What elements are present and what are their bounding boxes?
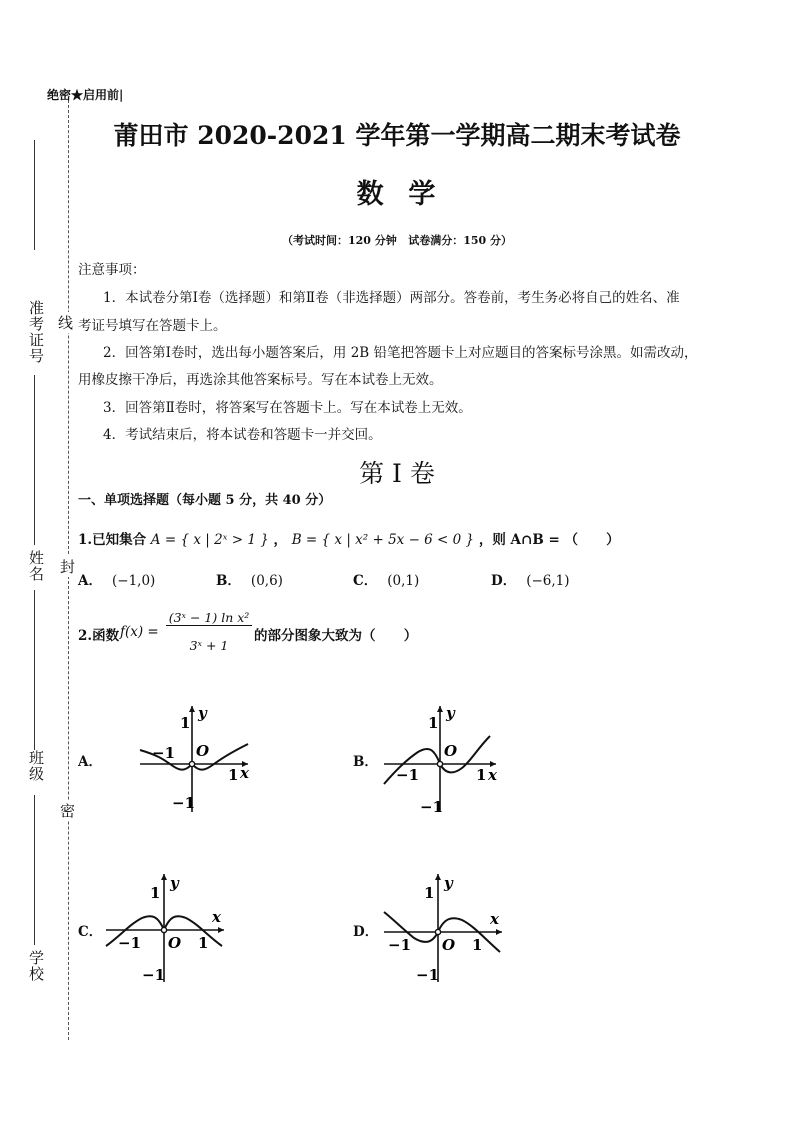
graph-c[interactable] bbox=[100, 870, 230, 990]
q1-set-b: B = { x | x² + 5x − 6 < 0 } bbox=[291, 532, 475, 548]
label-one-x: 1 bbox=[228, 766, 239, 784]
q2-func-lhs: f(x) = bbox=[120, 624, 159, 640]
graph-a[interactable] bbox=[130, 700, 260, 820]
label-neg-one-y: −1 bbox=[142, 966, 166, 984]
q1-set-a: A = { x | 2ˣ > 1 } bbox=[150, 532, 269, 548]
notice-item-3: 3．回答第Ⅱ卷时，将答案写在答题卡上。写在本试卷上无效。 bbox=[103, 400, 472, 416]
y-arrow-icon bbox=[161, 874, 167, 880]
q2-option-d[interactable]: D． bbox=[353, 924, 379, 940]
section-heading: 一、单项选择题（每小题 5 分，共 40 分） bbox=[78, 493, 332, 508]
q1-suffix: ，则 A∩B = （ ） bbox=[478, 532, 620, 548]
q1-option-c[interactable]: C． (0,1) bbox=[353, 573, 420, 589]
binding-mark-feng: 封 bbox=[60, 558, 76, 576]
field-class: 班级 bbox=[27, 750, 45, 782]
q2-suffix: 的部分图象大致为（ ） bbox=[254, 628, 418, 644]
q2-prefix: 2.函数 bbox=[78, 628, 120, 644]
q1-prefix: 1.已知集合 bbox=[78, 532, 147, 548]
label-x: x bbox=[240, 764, 249, 782]
y-arrow-icon bbox=[189, 706, 195, 712]
label-one: 1 bbox=[180, 714, 191, 732]
x-arrow-icon bbox=[496, 929, 502, 935]
field-exam-number: 准考证号 bbox=[27, 300, 45, 364]
label-origin: O bbox=[168, 934, 182, 952]
graph-d[interactable] bbox=[378, 870, 508, 990]
hole bbox=[437, 761, 442, 766]
q2-option-c[interactable]: C． bbox=[78, 924, 103, 940]
label-y: y bbox=[446, 704, 455, 722]
notice-item-2-cont: 用橡皮擦干净后，再选涂其他答案标号。写在本试卷上无效。 bbox=[78, 372, 443, 388]
binding-mark-mi: 密 bbox=[60, 802, 76, 820]
field-school: 学校 bbox=[27, 950, 45, 982]
label-x: x bbox=[212, 908, 221, 926]
label-y: y bbox=[198, 704, 207, 722]
label-one-x: 1 bbox=[472, 936, 483, 954]
label-one: 1 bbox=[150, 884, 161, 902]
q2-denominator: 3ˣ + 1 bbox=[189, 638, 229, 653]
q2-option-a[interactable]: A． bbox=[78, 754, 102, 770]
x-arrow-icon bbox=[218, 927, 224, 933]
label-one-x: 1 bbox=[476, 766, 487, 784]
label-y: y bbox=[444, 874, 453, 892]
label-neg-one-x: −1 bbox=[152, 744, 176, 762]
binding-line-segment bbox=[34, 590, 35, 750]
exam-time-info: （考试时间：120 分钟 试卷满分：150 分） bbox=[281, 234, 513, 247]
q2-option-b[interactable]: B． bbox=[353, 754, 378, 770]
label-neg-one-x: −1 bbox=[396, 766, 420, 784]
graph-b[interactable] bbox=[378, 700, 508, 820]
binding-line-segment bbox=[34, 795, 35, 945]
label-x: x bbox=[490, 910, 499, 928]
y-arrow-icon bbox=[437, 706, 443, 712]
notice-item-2: 2．回答第Ⅰ卷时，选出每小题答案后，用 2B 铅笔把答题卡上对应题目的答案标号涂黑。如需改动， bbox=[103, 345, 698, 361]
q1-sep: ， bbox=[273, 532, 288, 548]
label-origin: O bbox=[444, 742, 458, 760]
hole bbox=[161, 927, 166, 932]
q1-option-b[interactable]: B． (0,6) bbox=[216, 573, 283, 589]
exam-title: 莆田市 2020-2021 学年第一学期高二期末考试卷 bbox=[113, 121, 681, 150]
notice-item-1: 1．本试卷分第Ⅰ卷（选择题）和第Ⅱ卷（非选择题）两部分。答卷前，考生务必将自己的姓名、准 bbox=[103, 290, 680, 306]
label-one: 1 bbox=[428, 714, 439, 732]
notice-heading: 注意事项： bbox=[78, 262, 146, 278]
q1-option-d[interactable]: D． (−6,1) bbox=[491, 573, 570, 589]
label-one: 1 bbox=[424, 884, 435, 902]
hole bbox=[435, 929, 440, 934]
field-name: 姓名 bbox=[27, 550, 45, 582]
notice-item-1-cont: 考证号填写在答题卡上。 bbox=[78, 318, 227, 334]
label-origin: O bbox=[196, 742, 210, 760]
binding-mark-xian: 线 bbox=[58, 314, 74, 332]
label-neg-one-x: −1 bbox=[118, 934, 142, 952]
label-neg-one-y: −1 bbox=[416, 966, 440, 984]
hole bbox=[189, 761, 194, 766]
label-y: y bbox=[170, 874, 179, 892]
label-neg-one-x: −1 bbox=[388, 936, 412, 954]
question-1 bbox=[78, 528, 620, 548]
q2-numerator: (3ˣ − 1) ln x² bbox=[166, 610, 252, 626]
label-neg-one-y: −1 bbox=[420, 798, 444, 816]
y-arrow-icon bbox=[435, 874, 441, 880]
label-x: x bbox=[488, 766, 497, 784]
label-neg-one-y: −1 bbox=[172, 794, 196, 812]
secret-label: 绝密★启用前| bbox=[47, 88, 124, 102]
q1-option-a[interactable]: A． (−1,0) bbox=[78, 573, 156, 589]
notice-item-4: 4．考试结束后，将本试卷和答题卡一并交回。 bbox=[103, 427, 382, 443]
label-one-x: 1 bbox=[198, 934, 209, 952]
part-one-title: 第 I 卷 bbox=[359, 459, 435, 488]
exam-subject: 数 学 bbox=[356, 179, 438, 210]
label-origin: O bbox=[442, 936, 456, 954]
